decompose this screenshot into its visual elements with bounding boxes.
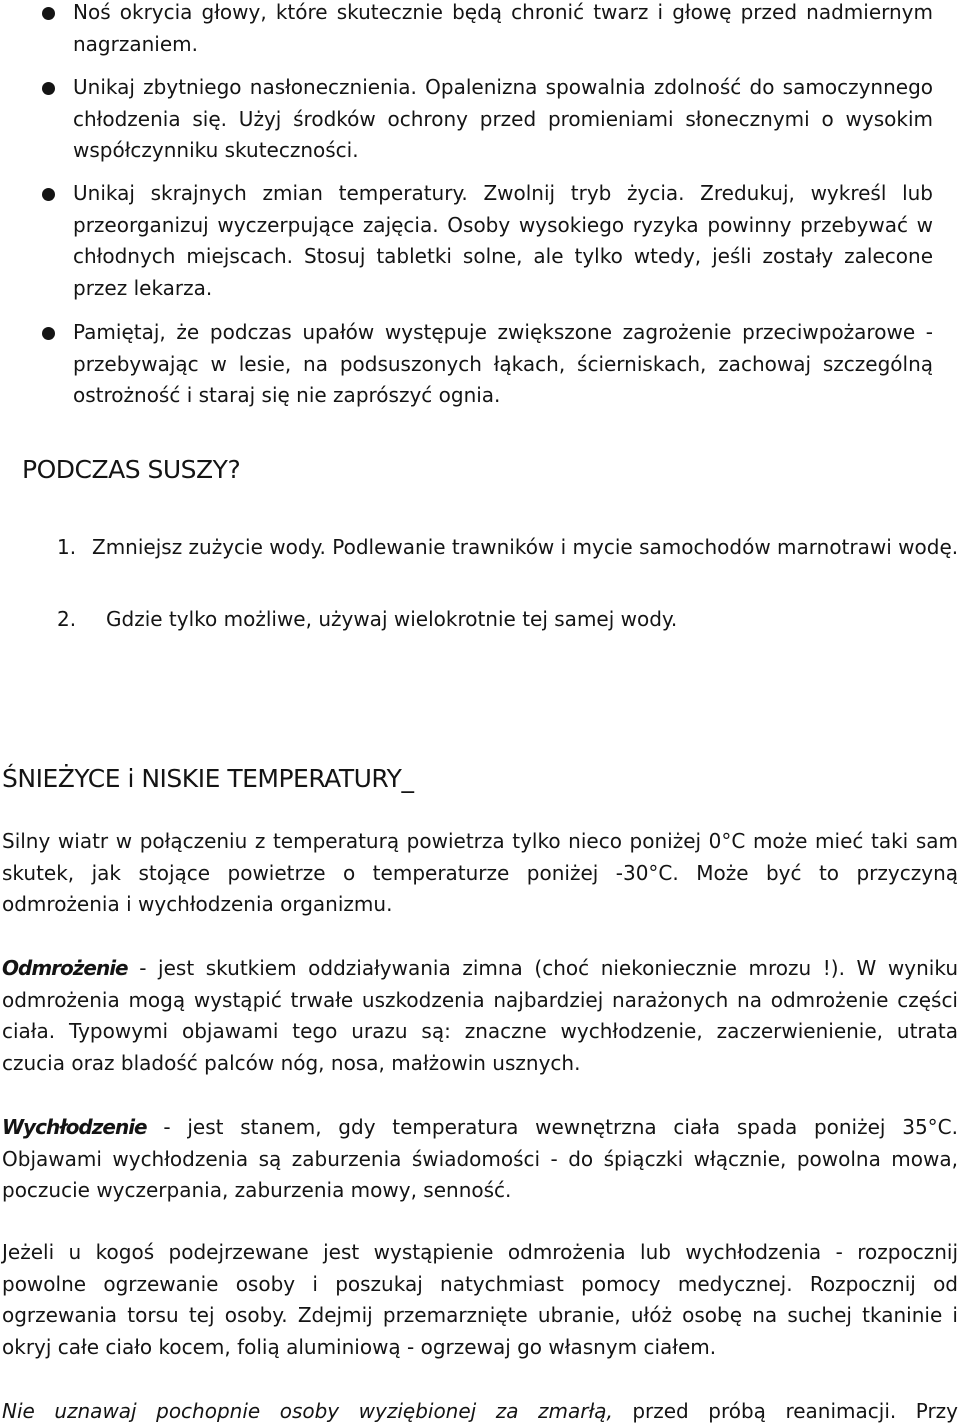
bullet-text: Unikaj skrajnych zmian temperatury. Zwolnij tryb życia. Zredukuj, wykreśl lub przeorganizuj wyczerpujące zajęcia. Osoby wysokiego ryzyka powinny przebywać w chłodnych miejscach. Stosuj tabletki solne, ale tylko wtedy, jeśli zostały zalecone przez lekarza.	[73, 181, 933, 300]
frostbite-term: Odmrożenie	[2, 956, 128, 980]
bullet-text: Pamiętaj, że podczas upałów występuje zwiększone zagrożenie przeciwpożarowe - przebywając w lesie, na podsuszonych łąkach, ścierniskach, zachowaj szczególną ostrożność i staraj się nie zaprószyć ognia.	[73, 320, 933, 407]
section-heading-drought: PODCZAS SUSZY?	[22, 455, 241, 484]
reanimation-paragraph	[2, 1396, 958, 1428]
hypothermia-term: Wychłodzenie	[2, 1115, 147, 1139]
first-aid-paragraph: Jeżeli u kogoś podejrzewane jest wystąpienie odmrożenia lub wychłodzenia - rozpocznij powolne ogrzewanie osoby i poszukaj natychmiast pomocy medycznej. Rozpocznij od ogrzewania torsu tej osoby. Zdejmij przemarznięte ubranie, ułóż osobę na suchej tkaninie i okryj całe ciało kocem, folią aluminiową - ogrzewaj go własnym ciałem.	[2, 1240, 958, 1359]
hypothermia-definition: - jest stanem, gdy temperatura wewnętrzna ciała spada poniżej 35°C. Objawami wychłodzenia są zaburzenia świadomości - do śpiączki włącznie, powolna mowa, poczucie wyczerpania, zaburzenia mowy, senność.	[2, 1115, 958, 1202]
bullet-dot	[42, 7, 55, 20]
section-heading-cold: ŚNIEŻYCE i NISKIE TEMPERATURY_	[2, 764, 414, 793]
list-item-number: 2.	[57, 607, 77, 631]
frostbite-paragraph	[2, 953, 958, 1079]
list-item-number: 1.	[57, 535, 77, 559]
reanimation-italic-text: Nie uznawaj pochopnie osoby wyziębionej za zmarłą,	[2, 1399, 613, 1423]
bullet-text: Noś okrycia głowy, które skutecznie będą chronić twarz i głowę przed nadmiernym nagrzaniem.	[73, 0, 933, 56]
hypothermia-paragraph	[2, 1112, 958, 1207]
bullet-dot	[42, 82, 55, 95]
bullet-dot	[42, 188, 55, 201]
reanimation-text: przed próbą reanimacji. Przy	[612, 1399, 959, 1423]
frostbite-definition: - jest skutkiem oddziaływania zimna (choć niekoniecznie mrozu !). W wyniku odmrożenia mogą wystąpić trwałe uszkodzenia najbardziej narażonych na odmrożenie części ciała. Typowymi objawami tego urazu są: znaczne wychłodzenie, zaczerwienienie, utrata czucia oraz bladość palców nóg, nosa, małżowin usznych.	[2, 956, 958, 1075]
list-item-text: Zmniejsz zużycie wody. Podlewanie trawników i mycie samochodów marnotrawi wodę.	[92, 535, 959, 559]
list-item-text: Gdzie tylko możliwe, używaj wielokrotnie tej samej wody.	[106, 607, 678, 631]
bullet-text: Unikaj zbytniego nasłonecznienia. Opalenizna spowalnia zdolność do samoczynnego chłodzenia się. Użyj środków ochrony przed promieniami słonecznymi o wysokim współczynniku skuteczności.	[73, 75, 933, 162]
cold-intro-paragraph: Silny wiatr w połączeniu z temperaturą powietrza tylko nieco poniżej 0°C może mieć taki sam skutek, jak stojące powietrze o temperaturze poniżej -30°C. Może być to przyczyną odmrożenia i wychłodzenia organizmu.	[2, 829, 958, 916]
bullet-dot	[42, 327, 55, 340]
